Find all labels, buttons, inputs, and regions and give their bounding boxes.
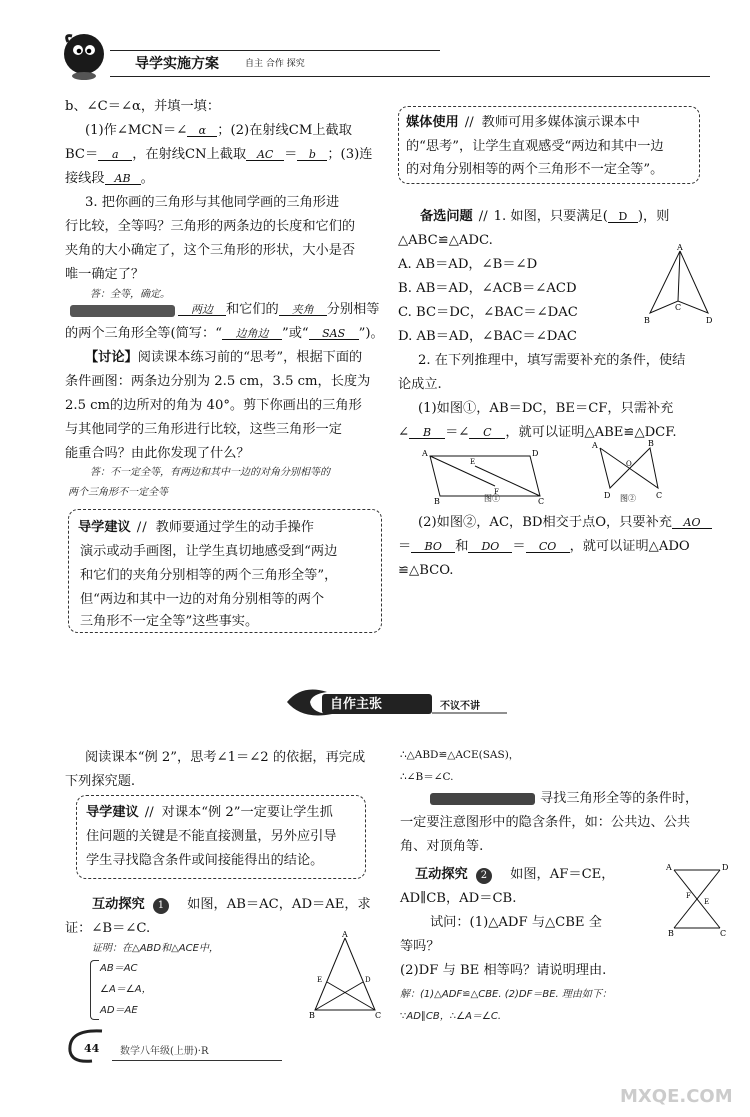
- svg-text:F: F: [494, 488, 499, 496]
- text-line: (1)作∠MCN＝∠ α ；(2)在射线CM上截取: [85, 123, 352, 138]
- text-line: 和它们的夹角分别相等的两个三角形全等”，: [80, 568, 338, 583]
- svg-text:A: A: [666, 863, 672, 872]
- svg-text:B: B: [309, 1011, 315, 1020]
- svg-text:D: D: [706, 316, 713, 325]
- figure-1-caption: 图①: [484, 494, 500, 503]
- svg-text:B: B: [668, 929, 674, 937]
- text-line: 3. 把你画的三角形与其他同学画的三角形进: [85, 195, 340, 210]
- tag-label: 备选问题: [420, 209, 473, 224]
- page-number: 44: [84, 1042, 100, 1055]
- svg-text:C: C: [375, 1011, 382, 1020]
- tag-label: 导学建议: [78, 520, 131, 535]
- option-b: B. AB＝AD，∠ACB＝∠ACD: [398, 281, 577, 296]
- svg-text:D: D: [365, 976, 371, 984]
- svg-text:A: A: [422, 449, 428, 458]
- text-line: 但“两边和其中一边的对角分别相等的两个: [80, 592, 325, 607]
- text-line: 学生寻找隐含条件或间接能得出的结论。: [86, 853, 324, 868]
- svg-text:B: B: [434, 497, 440, 506]
- banner-title: 自作主张: [330, 697, 383, 712]
- tag-label: 互动探究: [415, 867, 468, 882]
- solution-line: 解：(1)△ADF≌△CBE. (2)DF＝BE. 理由如下：: [400, 989, 612, 1000]
- discussion-line: 【讨论】阅读课本练习前的“思考”，根据下面的: [85, 350, 363, 365]
- svg-text:D: D: [604, 491, 611, 500]
- text-line: ∴∠B＝∠C.: [400, 771, 454, 783]
- text-line: (2)DF 与 BE 相等吗？请说明理由.: [400, 963, 607, 978]
- text-line: 的“思考”，让学生直观感受“两边和其中一边: [406, 139, 664, 154]
- svg-text:B: B: [644, 316, 650, 325]
- svg-text:E: E: [470, 458, 476, 466]
- text-line: 住问题的关键是不能直接测量，另外应引导: [86, 829, 337, 844]
- figure-1: [420, 446, 545, 506]
- solution-line: ∵AD∥CB，∴∠A＝∠C.: [400, 1011, 502, 1022]
- svg-text:C: C: [720, 929, 727, 937]
- handwritten-answer: 答：全等，确定。: [90, 289, 170, 300]
- svg-text:O: O: [626, 460, 632, 468]
- text-line: 一定要注意图形中的隐含条件，如：公共边、公共: [400, 815, 691, 830]
- handwritten-answer: 两个三角形不一定全等: [68, 487, 168, 498]
- teaching-suggestion-line: 导学建议 // 对课本“例 2”一定要让学生抓: [86, 805, 333, 820]
- svg-text:F: F: [686, 892, 691, 900]
- watermark: MXQE.COM: [620, 1086, 733, 1107]
- number-badge: 2: [476, 868, 492, 884]
- text-line: ＝ BO 和 DO ＝ CO ，就可以证明△ADO: [398, 539, 690, 554]
- text-line: 试问：(1)△ADF 与△CBE 全: [430, 915, 602, 930]
- text-line: 演示或动手画图，让学生真切地感受到“两边: [80, 544, 338, 559]
- text-line: 唯一确定了？: [65, 267, 145, 282]
- text-line: 的对角分别相等的两个三角形不一定全等”。: [406, 162, 664, 177]
- proof-line: AD＝AE: [100, 1005, 138, 1016]
- summary-marker: [70, 305, 175, 317]
- text-line: 2. 在下列推理中，填写需要补充的条件，使结: [418, 353, 686, 368]
- text-line: 证：∠B＝∠C.: [65, 921, 151, 936]
- text-line: 能重合吗？由此你发现了什么？: [65, 446, 250, 461]
- svg-text:D: D: [532, 449, 539, 458]
- text-line: 三角形不一定全等”这些事实。: [80, 614, 259, 629]
- section-banner: [282, 680, 522, 722]
- svg-text:B: B: [648, 440, 654, 448]
- tag-label: 互动探究: [92, 897, 145, 912]
- text-line: △ABC≌△ADC.: [398, 233, 493, 248]
- text-line: 2.5 cm的边所对的角为 40°。剪下你画出的三角形: [65, 398, 362, 413]
- text-line: 接线段 AB 。: [65, 171, 154, 186]
- tip-marker: [430, 793, 535, 805]
- text-line: 寻找三角形全等的条件时，: [540, 791, 699, 806]
- tag-label: 媒体使用: [406, 115, 459, 130]
- prep-question-line: 备选问题 // 1. 如图，只要满足( D )，则: [420, 209, 670, 224]
- text-line: ∠ B ＝∠ C ，就可以证明△ABE≌△DCF.: [398, 425, 677, 440]
- brace: [90, 960, 99, 1020]
- footer-rule: [112, 1060, 282, 1061]
- header-title: 导学实施方案: [135, 56, 219, 72]
- text-line: (2)如图②，AC，BD相交于点O，只要补充 AO: [418, 516, 712, 529]
- proof-line: 证明：在△ABD和△ACE中，: [92, 943, 219, 954]
- header-top-rule: [110, 50, 440, 51]
- number-badge: 1: [153, 898, 169, 914]
- triangle-figure: [305, 930, 385, 1020]
- book-title: 数学八年级(上册)·R: [120, 1046, 209, 1057]
- proof-line: AB＝AC: [100, 963, 138, 974]
- handwritten-answer: 答：不一定全等，有两边和其中一边的对角分别相等的: [90, 467, 330, 478]
- text-line: (1)如图①，AB＝DC，BE＝CF，只需补充: [418, 401, 674, 416]
- svg-text:A: A: [677, 243, 683, 252]
- text-line: 等吗？: [400, 939, 440, 954]
- summary-line-2: 的两个三角形全等(简写：“ 边角边 ”或“ SAS ”)。: [65, 326, 384, 341]
- text-line: 阅读课本“例 2”，思考∠1＝∠2 的依据，再完成: [85, 750, 366, 765]
- svg-text:E: E: [317, 976, 323, 984]
- text-line: ∴△ABD≌△ACE(SAS)，: [400, 749, 520, 761]
- svg-text:C: C: [656, 491, 663, 500]
- text-line: 论成立.: [398, 377, 442, 392]
- text-line: 与其他同学的三角形进行比较，这些三角形一定: [65, 422, 342, 437]
- text-line: 行比较，全等吗？三角形的两条边的长度和它们的: [65, 219, 356, 234]
- svg-text:A: A: [592, 441, 598, 450]
- svg-text:A: A: [342, 930, 348, 939]
- figure-2-caption: 图②: [620, 494, 636, 503]
- header-subtitle: 自主 合作 探究: [245, 59, 305, 69]
- option-c: C. BC＝DC，∠BAC＝∠DAC: [398, 305, 578, 320]
- text-line: 条件画图：两条边分别为 2.5 cm，3.5 cm，长度为: [65, 374, 371, 389]
- svg-text:D: D: [722, 863, 729, 872]
- text-line: BC＝ a ，在射线CN上截取 AC ＝ b ；(3)连: [65, 147, 373, 162]
- teaching-suggestion-line: 导学建议 // 教师要通过学生的动手操作: [78, 520, 314, 535]
- svg-text:E: E: [704, 898, 710, 906]
- svg-text:C: C: [675, 303, 682, 312]
- option-d: D. AB＝AD，∠BAC＝∠DAC: [398, 329, 577, 344]
- media-line: 媒体使用 // 教师可用多媒体演示课本中: [406, 115, 640, 130]
- text-line: ≌△BCO.: [398, 563, 454, 578]
- tag-label: 导学建议: [86, 805, 139, 820]
- mascot-icon: [58, 30, 110, 82]
- option-a: A. AB＝AD，∠B＝∠D: [398, 257, 538, 272]
- banner-subtitle: 不议不讲: [440, 701, 480, 712]
- text-line: 角、对顶角等.: [400, 839, 484, 854]
- kite-figure: [640, 243, 715, 328]
- proof-line: ∠A＝∠A，: [100, 984, 152, 995]
- text-line: AD∥CB，AD＝CB.: [400, 891, 517, 906]
- svg-text:C: C: [538, 497, 545, 506]
- summary-line: 两边 和它们的 夹角 分别相等: [178, 303, 380, 316]
- text-line: 下列探究题.: [65, 774, 136, 789]
- text-line: b、∠C＝∠α，并填一填：: [65, 99, 221, 114]
- hourglass-figure: [660, 862, 730, 937]
- interactive-explore-2: 互动探究 2 如图，AF＝CE，: [415, 867, 615, 882]
- text-line: 夹角的大小确定了，这个三角形的形状，大小是否: [65, 243, 356, 258]
- header-bottom-rule: [110, 76, 710, 77]
- figure-2: [590, 440, 670, 500]
- interactive-explore-1: 互动探究 1 如图，AB＝AC，AD＝AE，求: [92, 897, 371, 912]
